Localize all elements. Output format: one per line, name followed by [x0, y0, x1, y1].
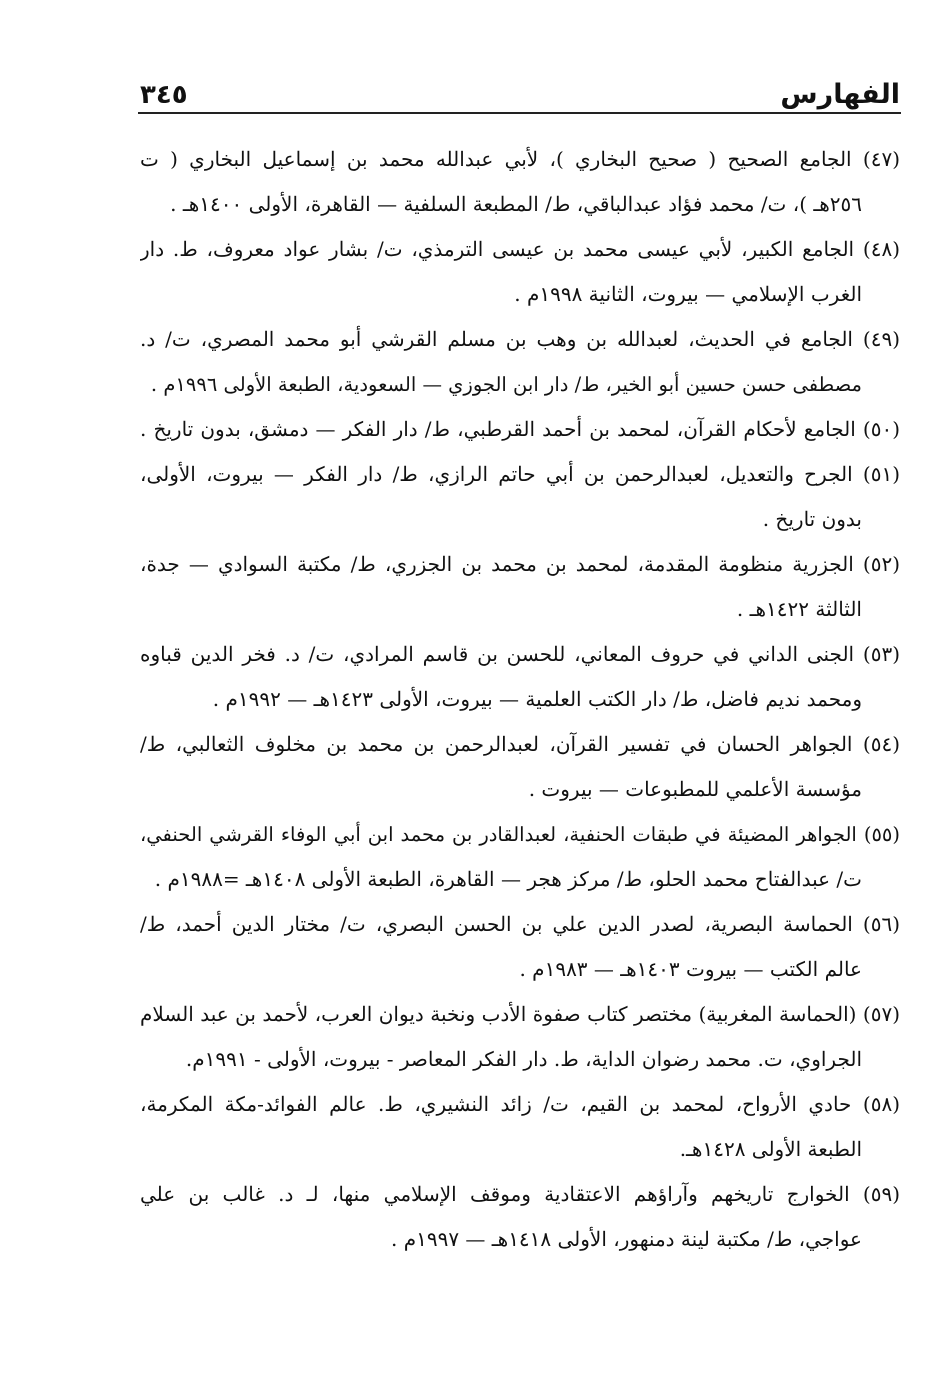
entry-line: (٥٧) (الحماسة المغربية) مختصر كتاب صفوة الأدب ونخبة ديوان العرب، لأحمد بن عبد السلام [140, 1002, 900, 1026]
entry-line: (٥٤) الجواهر الحسان في تفسير القرآن، لعبدالرحمن بن محمد بن مخلوف الثعالبي، ط/ [140, 732, 900, 756]
bibliography-entry-59 [140, 1172, 900, 1262]
entry-line: (٥٢) الجزرية منظومة المقدمة، لمحمد بن محمد بن الجزري، ط/ مكتبة السوادي — جدة، [140, 552, 900, 576]
bibliography-entry-50 [140, 407, 900, 452]
entry-line: (٥٨) حادي الأرواح، لمحمد بن القيم، ت/ زائد النشيري، ط. عالم الفوائد-مكة المكرمة، [140, 1092, 900, 1116]
entry-line: (٥٦) الحماسة البصرية، لصدر الدين علي بن الحسن البصري، ت/ مختار الدين أحمد، ط/ [140, 912, 900, 936]
bibliography-entry-58 [140, 1082, 900, 1172]
entry-line: (٤٧) الجامع الصحيح ( صحيح البخاري )، لأبي عبدالله محمد بن إسماعيل البخاري ( ت [140, 147, 900, 171]
bibliography-entry-57 [140, 992, 900, 1082]
entry-line: (٥٣) الجنى الداني في حروف المعاني، للحسن بن قاسم المرادي، ت/ د. فخر الدين قباوه [140, 642, 900, 666]
bibliography-entry-52 [140, 542, 900, 632]
entry-line: مؤسسة الأعلمي للمطبوعات — بيروت . [528, 777, 862, 801]
bibliography-entry-47 [140, 137, 900, 227]
entry-line: ت/ عبدالفتاح محمد الحلو، ط/ مركز هجر — القاهرة، الطبعة الأولى ١٤٠٨هـ =١٩٨٨م . [154, 867, 862, 891]
entry-line: الثالثة ١٤٢٢هـ . [736, 597, 862, 621]
bibliography-entry-48 [140, 227, 900, 317]
bibliography-entry-56 [140, 902, 900, 992]
bibliography-list [140, 137, 900, 1262]
entry-line: عالم الكتب — بيروت ١٤٠٣هـ — ١٩٨٣م . [519, 957, 862, 981]
bibliography-entry-53 [140, 632, 900, 722]
entry-line: (٤٩) الجامع في الحديث، لعبدالله بن وهب بن مسلم القرشي أبو محمد المصري، ت/ د. [140, 327, 900, 351]
entry-line: مصطفى حسن حسين أبو الخير، ط/ دار ابن الجوزي — السعودية، الطبعة الأولى ١٩٩٦م . [150, 373, 862, 396]
bibliography-entry-55 [140, 812, 900, 902]
running-title: الفهارس [780, 79, 900, 110]
entry-line: (٥٩) الخوارج تاريخهم وآراؤهم الاعتقادية وموقف الإسلامي منها، لـ د. غالب بن علي [140, 1182, 900, 1206]
entry-line: (٤٨) الجامع الكبير، لأبي عيسى محمد بن عيسى الترمذي، ت/ بشار عواد معروف، ط. دار [140, 237, 900, 261]
entry-line: الجراوي، ت. محمد رضوان الداية، ط. دار الفكر المعاصر - بيروت، الأولى - ١٩٩١م. [185, 1047, 862, 1071]
entry-line: عواجي، ط/ مكتبة لينة دمنهور، الأولى ١٤١٨هـ — ١٩٩٧م . [390, 1227, 862, 1251]
entry-line: ومحمد نديم فاضل، ط/ دار الكتب العلمية — بيروت، الأولى ١٤٢٣هـ — ١٩٩٢م . [212, 687, 862, 711]
entry-line: (٥١) الجرح والتعديل، لعبدالرحمن بن أبي حاتم الرازي، ط/ دار الفكر — بيروت، الأولى، [140, 462, 900, 486]
entry-line: الغرب الإسلامي — بيروت، الثانية ١٩٩٨م . [514, 282, 862, 306]
entry-line: الطبعة الأولى ١٤٢٨هـ. [679, 1137, 862, 1161]
page-number: ٣٤٥ [140, 80, 188, 110]
page-header [140, 72, 900, 112]
entry-line: (٥٥) الجواهر المضيئة في طبقات الحنفية، لعبدالقادر بن محمد ابن أبي الوفاء القرشي الحنفي، [140, 823, 900, 846]
bibliography-entry-51 [140, 452, 900, 542]
bibliography-entry-54 [140, 722, 900, 812]
entry-line: بدون تاريخ . [762, 507, 862, 531]
entry-line: ٢٥٦هـ )، ت/ محمد فؤاد عبدالباقي، ط/ المطبعة السلفية — القاهرة، الأولى ١٤٠٠هـ . [170, 192, 862, 216]
header-rule [138, 112, 901, 114]
bibliography-entry-49 [140, 317, 900, 407]
entry-line: (٥٠) الجامع لأحكام القرآن، لمحمد بن أحمد القرطبي، ط/ دار الفكر — دمشق، بدون تاريخ . [140, 417, 900, 441]
